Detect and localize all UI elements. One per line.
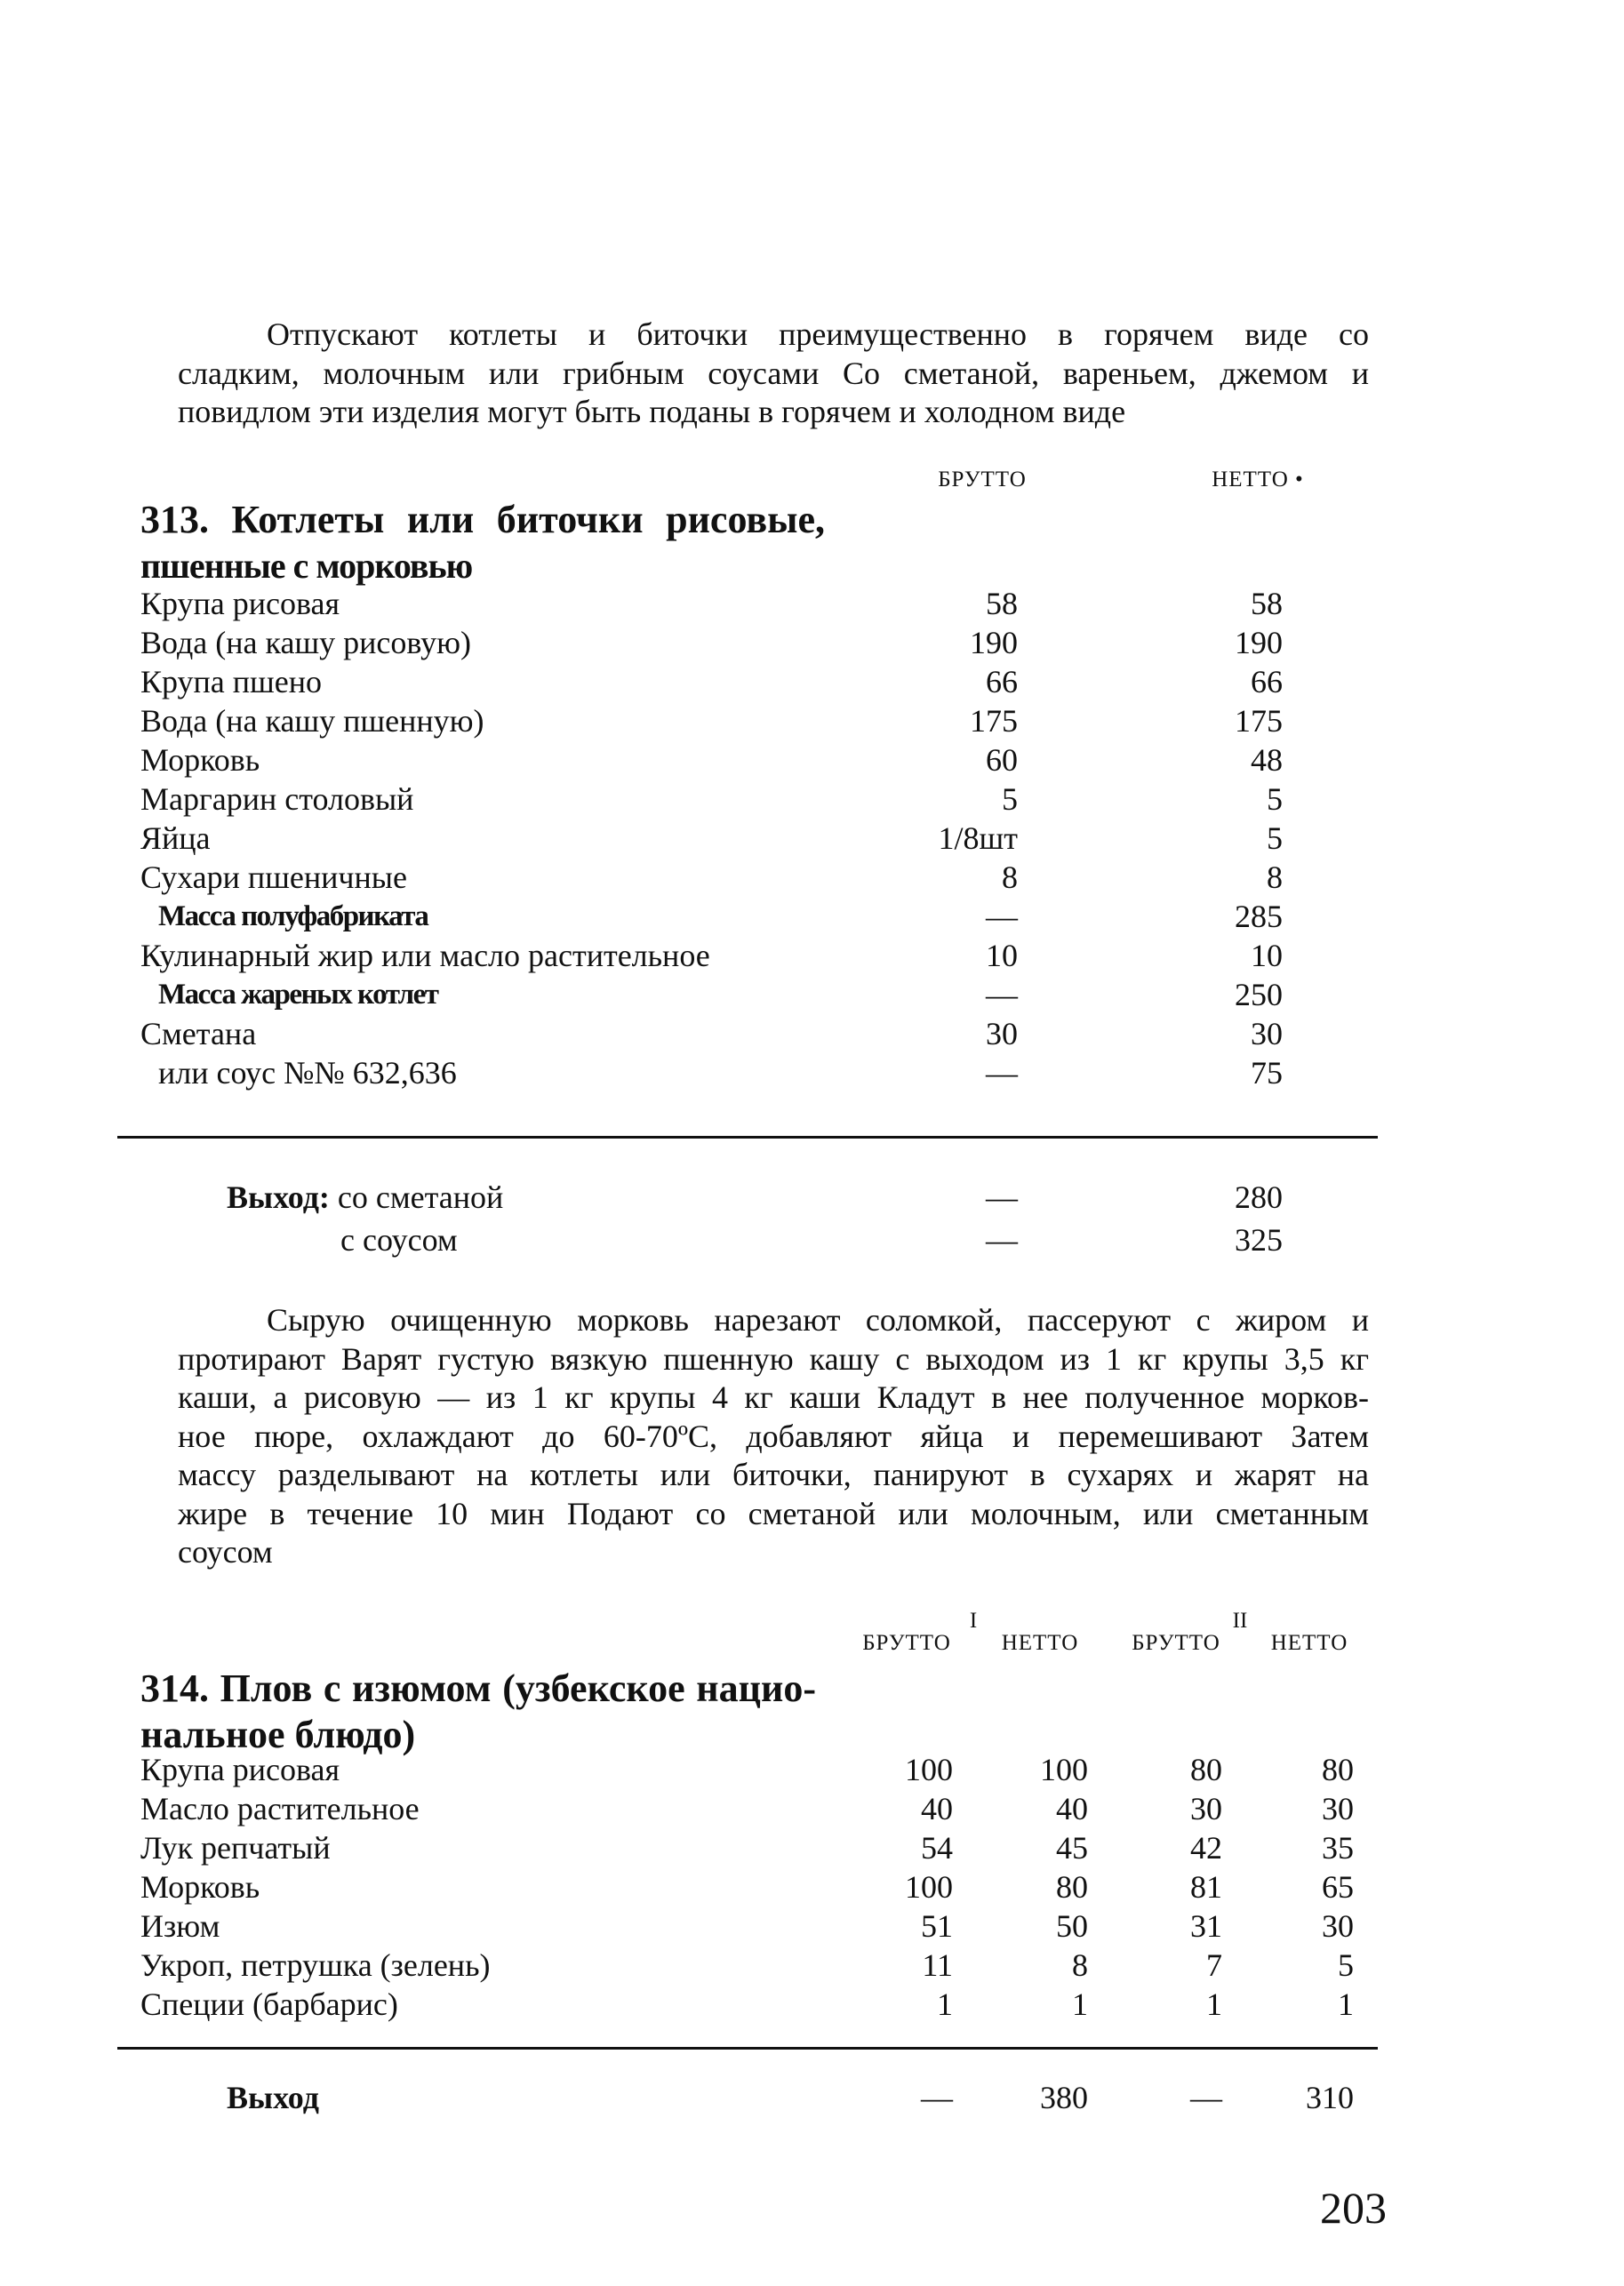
net-value: 8	[1267, 859, 1283, 895]
page-number: 203	[1320, 2183, 1387, 2233]
net-value: 5	[1267, 820, 1283, 856]
net-1-value: 40	[1056, 1791, 1088, 1826]
ingredient-name: Вода (на кашу рисовую)	[140, 625, 472, 660]
table-row	[0, 1789, 1624, 1828]
table-row	[0, 936, 1624, 975]
ingredient-name: Сметана	[140, 1016, 257, 1051]
table-row	[0, 623, 1624, 662]
gross-value: 10	[986, 938, 1018, 973]
r314-col-gross-2: БРУТТО	[1132, 1631, 1220, 1655]
r314-col-net-2: НЕТТО	[1270, 1631, 1348, 1655]
gross-1-value: —	[921, 2080, 953, 2115]
net-2-value: 80	[1322, 1752, 1354, 1787]
gross-value: 1/8шт	[938, 820, 1018, 856]
gross-2-value: 30	[1190, 1791, 1222, 1826]
table-row	[0, 662, 1624, 701]
net-2-value: 35	[1322, 1830, 1354, 1866]
r313-title-line: 313. Котлеты или биточки рисовые,	[140, 498, 825, 541]
gross-1-value: 100	[905, 1869, 953, 1905]
gross-1-value: 51	[921, 1908, 953, 1944]
r314-col-net-1: НЕТТО	[1001, 1631, 1079, 1655]
table-row	[0, 1828, 1624, 1867]
gross-value: —	[986, 977, 1018, 1012]
table-row	[0, 975, 1624, 1014]
net-1-value: 380	[1040, 2080, 1088, 2115]
method-line: каши, а рисовую — из 1 кг крупы 4 кг каши Кладут в нее полученное морков-	[178, 1379, 1369, 1415]
r313-method	[178, 1301, 1369, 1572]
ingredient-name: Масло растительное	[140, 1791, 420, 1826]
gross-value: 175	[970, 703, 1018, 739]
table-row	[0, 1867, 1624, 1906]
output-row	[0, 1178, 1624, 1217]
gross-value: 58	[986, 586, 1018, 621]
method-line: протирают Варят густую вязкую пшенную кашу с выходом из 1 кг крупы 3,5 кг	[178, 1340, 1369, 1377]
ingredient-name: Маргарин столовый	[140, 781, 414, 817]
intro-line: повидлом эти изделия могут быть поданы в горячем и холодном виде	[178, 394, 1126, 429]
net-value: 325	[1235, 1222, 1283, 1258]
table-row	[0, 779, 1624, 819]
net-value: 190	[1235, 625, 1283, 660]
subtotal-name: Масса полуфабриката	[158, 900, 428, 932]
net-1-value: 100	[1040, 1752, 1088, 1787]
table-row	[0, 1946, 1624, 1985]
r314-group-2: II	[1232, 1609, 1248, 1633]
table-row	[0, 1906, 1624, 1946]
gross-1-value: 1	[937, 1986, 953, 2022]
method-line: Сырую очищенную морковь нарезают соломкой, пассеруют с жиром и	[267, 1302, 1369, 1338]
gross-2-value: —	[1190, 2080, 1222, 2115]
r314-title	[140, 1666, 816, 1758]
ingredient-name: Крупа рисовая	[140, 1752, 340, 1787]
gross-value: 30	[986, 1016, 1018, 1051]
output-row	[0, 2078, 1624, 2117]
gross-1-value: 54	[921, 1830, 953, 1866]
ingredient-name: или соус №№ 632,636	[158, 1055, 457, 1091]
ingredient-name: Крупа рисовая	[140, 586, 340, 621]
gross-2-value: 81	[1190, 1869, 1222, 1905]
ingredient-name: Сухари пшеничные	[140, 859, 407, 895]
ingredient-name: Крупа пшено	[140, 664, 323, 699]
gross-value: 190	[970, 625, 1018, 660]
table-row	[0, 897, 1624, 936]
net-value: 285	[1235, 899, 1283, 934]
net-value: 58	[1251, 586, 1283, 621]
method-line: массу разделывают на котлеты или биточки, панируют в сухарях и жарят на	[178, 1457, 1369, 1492]
table-divider	[117, 2047, 1378, 2050]
table-row	[0, 819, 1624, 858]
net-2-value: 65	[1322, 1869, 1354, 1905]
intro-line: сладким, молочным или грибным соусами Со сметаной, вареньем, джемом и	[178, 355, 1369, 391]
net-value: 175	[1235, 703, 1283, 739]
gross-value: 5	[1002, 781, 1018, 817]
ingredient-name: Вода (на кашу пшенную)	[140, 703, 484, 739]
r313-title	[140, 497, 825, 589]
r313-title-line: пшенные с морковью	[140, 546, 473, 586]
gross-2-value: 42	[1190, 1830, 1222, 1866]
intro-line: Отпускают котлеты и биточки преимущественно в горячем виде со	[267, 316, 1369, 352]
ingredient-name: Укроп, петрушка (зелень)	[140, 1947, 491, 1983]
net-1-value: 80	[1056, 1869, 1088, 1905]
net-value: 48	[1251, 742, 1283, 778]
intro-paragraph	[178, 316, 1369, 432]
gross-value: —	[986, 899, 1018, 934]
net-value: 75	[1251, 1055, 1283, 1091]
output-row	[0, 1220, 1624, 1259]
table-row	[0, 740, 1624, 779]
output-variant: со сметаной	[337, 1179, 504, 1215]
r313-col-net: НЕТТО •	[1212, 468, 1304, 492]
r313-col-gross: БРУТТО	[938, 468, 1027, 492]
r314-group-1: I	[969, 1609, 978, 1633]
ingredient-name: Изюм	[140, 1908, 220, 1944]
table-divider	[117, 1136, 1378, 1139]
table-row	[0, 701, 1624, 740]
subtotal-name: Масса жареных котлет	[158, 979, 438, 1011]
gross-2-value: 1	[1206, 1986, 1222, 2022]
net-1-value: 45	[1056, 1830, 1088, 1866]
ingredient-name: Лук репчатый	[140, 1830, 331, 1866]
gross-2-value: 31	[1190, 1908, 1222, 1944]
net-1-value: 50	[1056, 1908, 1088, 1944]
gross-1-value: 40	[921, 1791, 953, 1826]
ingredient-name: Морковь	[140, 742, 260, 778]
net-value: 10	[1251, 938, 1283, 973]
net-value: 280	[1235, 1179, 1283, 1215]
ingredient-name: Морковь	[140, 1869, 260, 1905]
net-value: 250	[1235, 977, 1283, 1012]
table-row	[0, 1053, 1624, 1092]
output-title: Выход:	[227, 1179, 330, 1215]
method-line: ное пюре, охлаждают до 60-70ºС, добавляют яйца и перемешивают Затем	[178, 1418, 1369, 1454]
table-row	[0, 1014, 1624, 1053]
gross-value: —	[986, 1055, 1018, 1091]
r314-title-line: нальное блюдо)	[140, 1713, 416, 1756]
r314-col-gross-1: БРУТТО	[862, 1631, 951, 1655]
table-row	[0, 1750, 1624, 1789]
method-line: соусом	[178, 1534, 273, 1570]
net-value: 30	[1251, 1016, 1283, 1051]
output-label	[227, 2078, 319, 2117]
gross-2-value: 80	[1190, 1752, 1222, 1787]
table-row	[0, 858, 1624, 897]
net-2-value: 310	[1306, 2080, 1354, 2115]
gross-value: 66	[986, 664, 1018, 699]
gross-value: —	[986, 1222, 1018, 1258]
table-row	[0, 584, 1624, 623]
table-row	[0, 1985, 1624, 2024]
net-2-value: 30	[1322, 1908, 1354, 1944]
ingredient-name: Яйца	[140, 820, 211, 856]
gross-value: —	[986, 1179, 1018, 1215]
output-variant: с соусом	[340, 1222, 458, 1258]
net-value: 66	[1251, 664, 1283, 699]
net-2-value: 30	[1322, 1791, 1354, 1826]
ingredient-name: Кулинарный жир или масло растительное	[140, 938, 710, 973]
net-1-value: 8	[1072, 1947, 1088, 1983]
net-1-value: 1	[1072, 1986, 1088, 2022]
gross-1-value: 11	[922, 1947, 953, 1983]
gross-1-value: 100	[905, 1752, 953, 1787]
net-value: 5	[1267, 781, 1283, 817]
ingredient-name: Специи (барбарис)	[140, 1986, 398, 2022]
gross-2-value: 7	[1206, 1947, 1222, 1983]
output-label	[227, 1178, 503, 1217]
gross-value: 8	[1002, 859, 1018, 895]
gross-value: 60	[986, 742, 1018, 778]
method-line: жире в течение 10 мин Подают со сметаной или молочным, или сметанным	[178, 1495, 1369, 1531]
r314-title-line: 314. Плов с изюмом (узбекское нацио-	[140, 1667, 816, 1710]
net-2-value: 1	[1338, 1986, 1354, 2022]
output-title: Выход	[227, 2080, 319, 2115]
net-2-value: 5	[1338, 1947, 1354, 1983]
